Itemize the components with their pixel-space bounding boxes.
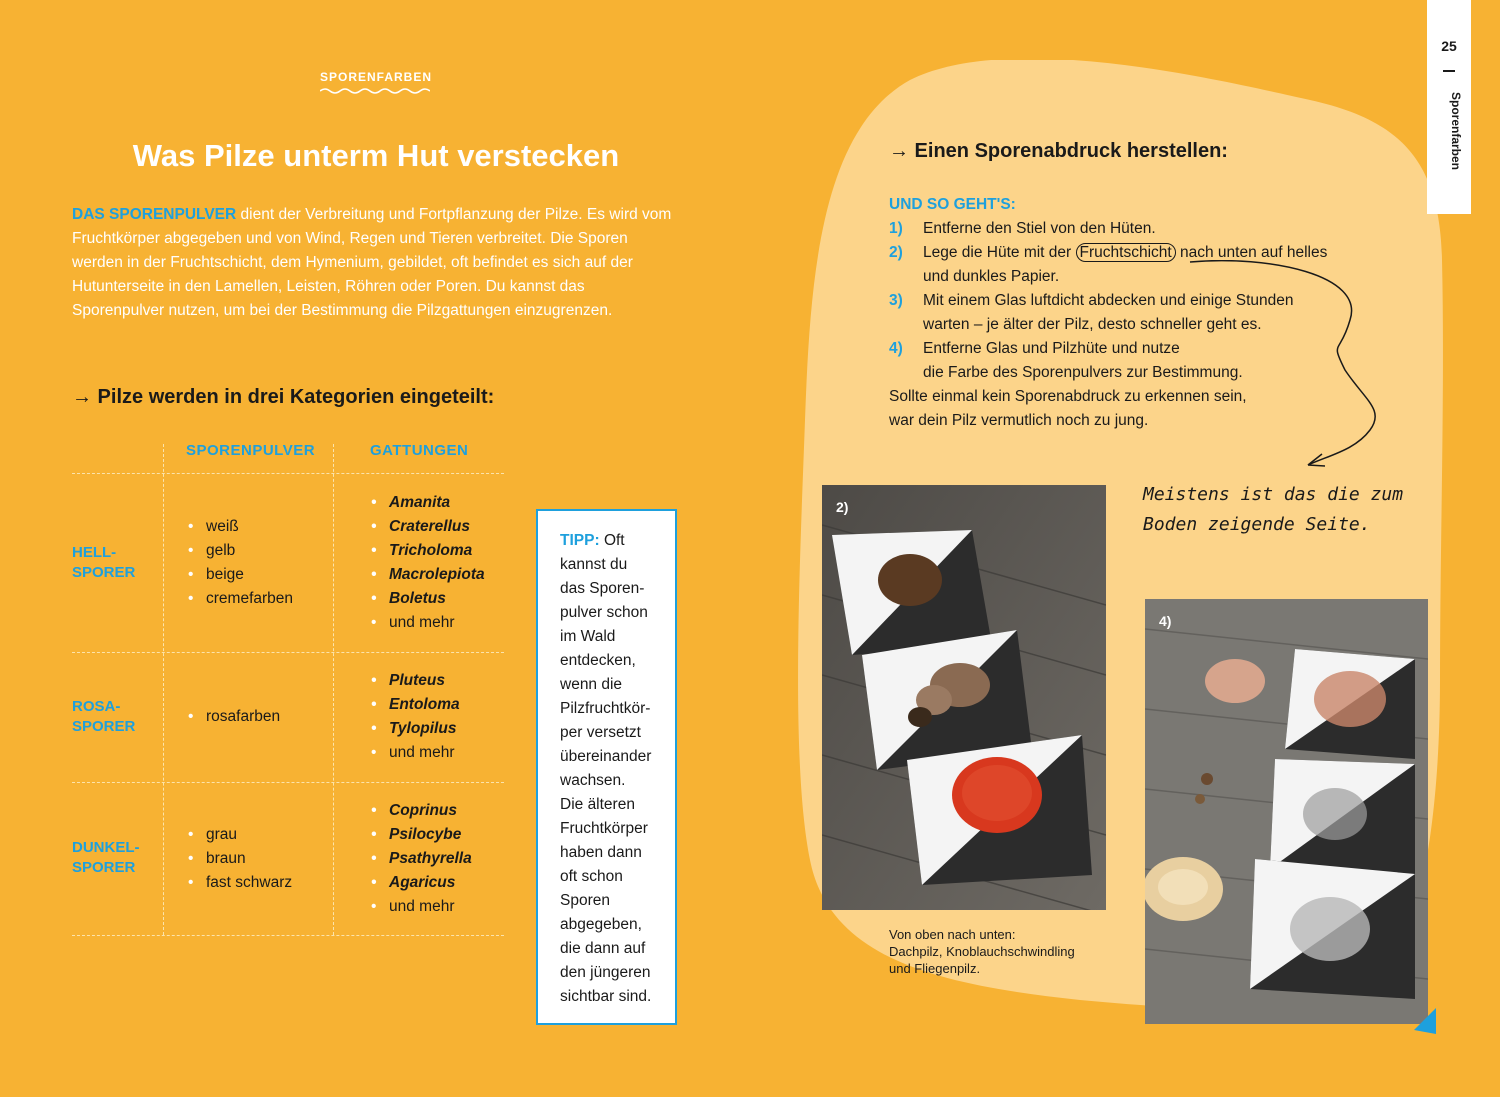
tip-line: abgegeben,	[560, 916, 642, 933]
list-item: • grau	[188, 823, 292, 847]
genera-list	[371, 799, 472, 919]
tip-line	[560, 529, 657, 553]
tip-line: wenn die	[560, 676, 623, 693]
list-item: • weiß	[188, 515, 293, 539]
tip-line: oft schon	[560, 868, 623, 885]
tip-line: Die älteren	[560, 796, 635, 813]
tip-line: im Wald	[560, 628, 616, 645]
photo-label: 4)	[1159, 613, 1172, 629]
col-head-gattungen: GATTUNGEN	[370, 442, 469, 459]
table-column-divider	[163, 444, 164, 935]
step-text-part: nach unten auf helles	[1175, 244, 1328, 261]
genera-list	[371, 491, 485, 635]
list-item: • Tricholoma	[371, 539, 485, 563]
row-label-line: HELL-	[72, 544, 117, 561]
list-item: • fast schwarz	[188, 871, 292, 895]
row-label-line: SPORER	[72, 718, 136, 735]
row-label-line: SPORER	[72, 859, 136, 876]
howto-footer: Sollte einmal kein Sporenabdruck zu erkennen sein,	[889, 388, 1247, 405]
note-line: Meistens ist das die zum	[1143, 484, 1404, 505]
step-number: 1)	[889, 220, 903, 237]
step-text: Entferne Glas und Pilzhüte und nutze	[923, 340, 1180, 357]
tip-line-text: Oft	[603, 532, 625, 549]
photo-spore-prints-2	[1145, 599, 1428, 1024]
list-item: • Psilocybe	[371, 823, 472, 847]
tip-line: entdecken,	[560, 652, 636, 669]
photo-image	[822, 485, 1106, 910]
list-item: • und mehr	[371, 611, 485, 635]
categories-heading: → Pilze werden in drei Kategorien eingeteilt:	[72, 386, 495, 408]
list-item: • und mehr	[371, 741, 460, 765]
list-item: • Coprinus	[371, 799, 472, 823]
page-title: Was Pilze unterm Hut verstecken	[132, 138, 620, 173]
intro-paragraph	[72, 203, 672, 323]
photo-caption	[889, 926, 1109, 977]
table-column-divider	[333, 444, 334, 935]
photo-spore-prints-1	[822, 485, 1106, 910]
tip-line: sichtbar sind.	[560, 988, 652, 1005]
list-item: • Tylopilus	[371, 717, 460, 741]
list-item: • Macrolepiota	[371, 563, 485, 587]
spore-color-list	[188, 823, 292, 895]
tip-box	[536, 509, 677, 1025]
howto-footer: war dein Pilz vermutlich noch zu jung.	[889, 412, 1149, 429]
list-item: • Boletus	[371, 587, 485, 611]
page-number: 25	[1441, 38, 1457, 54]
list-item: • und mehr	[371, 895, 472, 919]
tip-line: übereinander	[560, 748, 652, 765]
step-text-part: Lege die Hüte mit der	[923, 244, 1076, 261]
tip-line: die dann auf	[560, 940, 646, 957]
tip-line: das Sporen-	[560, 580, 645, 597]
tip-line: Pilzfruchtkör-	[560, 700, 651, 717]
step-1	[889, 217, 1369, 241]
caption-line: Von oben nach unten:	[889, 927, 1016, 942]
genera-list	[371, 669, 460, 765]
squiggle-underline	[320, 87, 430, 95]
section-label: SPORENFARBEN	[320, 70, 433, 84]
corner-triangle-icon	[1414, 1008, 1438, 1034]
tip-line: haben dann	[560, 844, 642, 861]
list-item: • Pluteus	[371, 669, 460, 693]
step-text: warten – je älter der Pilz, desto schneller geht es.	[923, 316, 1262, 333]
tab-divider	[1443, 70, 1455, 72]
tip-line: wachsen.	[560, 772, 626, 789]
photo-label: 2)	[836, 499, 849, 515]
intro-highlight: DAS SPORENPULVER	[72, 206, 237, 223]
step-text: Entferne den Stiel von den Hüten.	[923, 220, 1156, 237]
list-item: • Amanita	[371, 491, 485, 515]
howto-subheading: UND SO GEHT'S:	[889, 196, 1016, 213]
circled-word: Fruchtschicht	[1076, 243, 1176, 262]
list-item: • braun	[188, 847, 292, 871]
step-number: 3)	[889, 292, 903, 309]
side-tab-label: Sporenfarben	[1449, 92, 1463, 171]
row-label-rosasporer	[72, 697, 135, 737]
row-label-line: DUNKEL-	[72, 839, 140, 856]
tip-line: per versetzt	[560, 724, 641, 741]
table-divider	[72, 935, 504, 936]
step-text: die Farbe des Sporenpulvers zur Bestimmung.	[923, 364, 1243, 381]
tip-line: Sporen	[560, 892, 610, 909]
list-item: • Agaricus	[371, 871, 472, 895]
list-item: • Entoloma	[371, 693, 460, 717]
spore-color-list	[188, 515, 293, 611]
note-line: Boden zeigende Seite.	[1143, 514, 1371, 535]
step-number: 2)	[889, 244, 903, 261]
howto-heading: → Einen Sporenabdruck herstellen:	[889, 140, 1228, 162]
list-item: • rosafarben	[188, 705, 280, 729]
tip-line: kannst du	[560, 556, 628, 573]
table-divider	[72, 782, 504, 783]
step-number: 4)	[889, 340, 903, 357]
curved-arrow-icon	[1180, 260, 1390, 470]
list-item: • beige	[188, 563, 293, 587]
row-label-line: SPORER	[72, 564, 136, 581]
intro-text: dient der Verbreitung und Fortpflanzung der Pilze. Es wird vom Fruchtkörper abgegeben und von Wind, Regen und Tieren verbreitet. Die Sporen werden in der Fruchtschicht, dem Hymenium, gebildet, oft befindet es sich auf der Hutunterseite in den Lamellen, Leisten, Röhren oder Poren. Du kannst das Sporenpulver nutzen, um bei der Bestimmung die Pilzgattungen einzugrenzen.	[72, 206, 672, 319]
list-item: • cremefarben	[188, 587, 293, 611]
step-text: und dunkles Papier.	[923, 268, 1060, 285]
spore-color-list	[188, 705, 280, 729]
list-item: • Craterellus	[371, 515, 485, 539]
col-head-sporenpulver: SPORENPULVER	[186, 442, 316, 459]
caption-line: Dachpilz, Knoblauchschwindling	[889, 944, 1075, 959]
tip-label: TIPP:	[560, 532, 600, 549]
list-item: • Psathyrella	[371, 847, 472, 871]
row-label-dunkelsporer	[72, 838, 140, 878]
step-text: Mit einem Glas luftdicht abdecken und einige Stunden	[923, 292, 1294, 309]
table-divider	[72, 473, 504, 474]
tip-line: den jüngeren	[560, 964, 651, 981]
caption-line: und Fliegenpilz.	[889, 961, 981, 976]
handwritten-note	[1143, 480, 1403, 540]
row-label-hellsporer	[72, 543, 135, 583]
photo-image	[1145, 599, 1428, 1024]
tip-line: Fruchtkörper	[560, 820, 648, 837]
tip-line: pulver schon	[560, 604, 648, 621]
list-item: • gelb	[188, 539, 293, 563]
table-divider	[72, 652, 504, 653]
row-label-line: ROSA-	[72, 698, 121, 715]
